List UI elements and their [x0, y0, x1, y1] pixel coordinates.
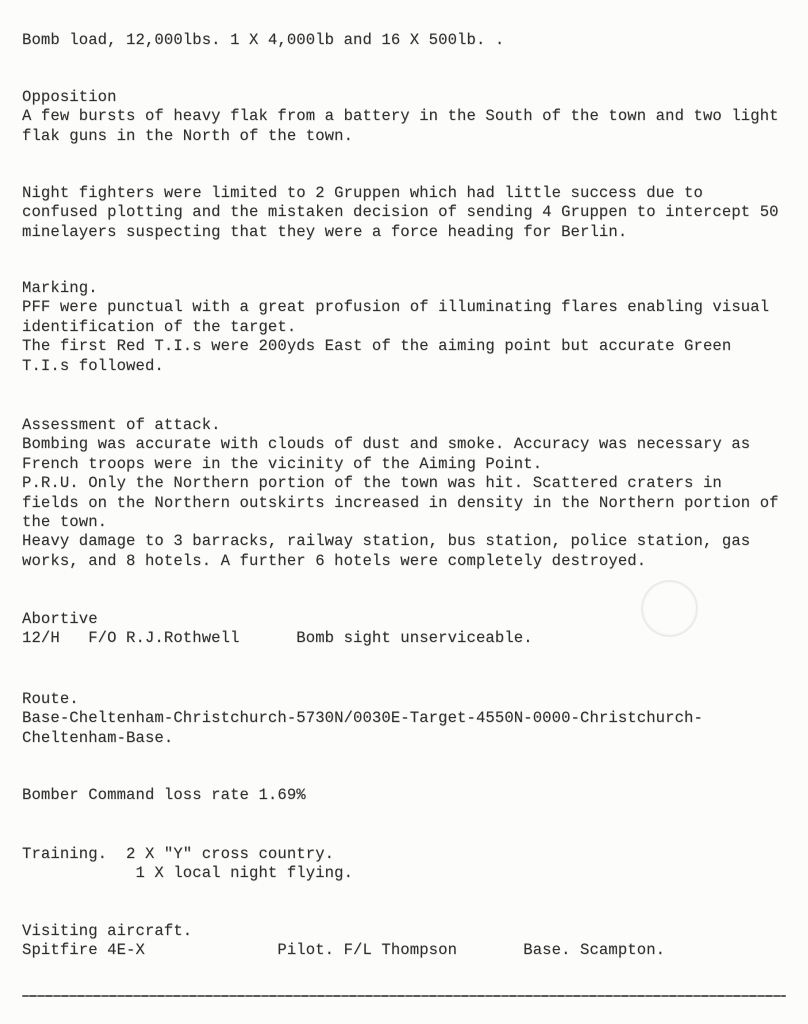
text-line: confused plotting and the mistaken decision of sending 4 Gruppen to intercept 50	[22, 203, 779, 222]
section-heading: Route.	[22, 690, 79, 708]
text-line: works, and 8 hotels. A further 6 hotels were completely destroyed.	[22, 551, 647, 570]
bottom-divider-line	[22, 995, 786, 997]
text-line: the town.	[22, 513, 108, 532]
section-assessment	[22, 416, 798, 571]
text-line: Bomb load, 12,000lbs. 1 X 4,000lb and 16 X 500lb. .	[22, 31, 505, 49]
text-line: minelayers suspecting that they were a force heading for Berlin.	[22, 222, 628, 241]
section-route	[22, 690, 798, 748]
section-bomb-load	[22, 31, 798, 50]
text-line: 12/H F/O R.J.Rothwell Bomb sight unserviceable.	[22, 629, 533, 648]
text-line: Training. 2 X "Y" cross country.	[22, 845, 335, 863]
section-heading: Opposition	[22, 88, 117, 106]
section-loss-rate	[22, 786, 798, 805]
section-opposition	[22, 88, 798, 146]
section-night-fighters	[22, 184, 798, 242]
text-line: Cheltenham-Base.	[22, 728, 174, 747]
text-line: PFF were punctual with a great profusion of illuminating flares enabling visual	[22, 298, 770, 317]
text-line: A few bursts of heavy flak from a battery in the South of the town and two light	[22, 107, 779, 126]
text-line: Base-Cheltenham-Christchurch-5730N/0030E-Target-4550N-0000-Christchurch-	[22, 709, 703, 728]
text-line: Bombing was accurate with clouds of dust and smoke. Accuracy was necessary as	[22, 435, 751, 454]
text-line: The first Red T.I.s were 200yds East of the aiming point but accurate Green	[22, 337, 732, 356]
text-line: fields on the Northern outskirts increased in density in the Northern portion of	[22, 493, 779, 512]
section-visiting-aircraft	[22, 922, 798, 961]
text-line: 1 X local night flying.	[22, 864, 354, 883]
section-heading: Abortive	[22, 610, 98, 628]
text-line: T.I.s followed.	[22, 356, 164, 375]
section-heading: Marking.	[22, 279, 98, 297]
paper-ring-mark	[641, 580, 698, 637]
text-line: Bomber Command loss rate 1.69%	[22, 786, 306, 804]
text-line: P.R.U. Only the Northern portion of the town was hit. Scattered craters in	[22, 474, 722, 493]
text-line: identification of the target.	[22, 317, 297, 336]
text-line: Heavy damage to 3 barracks, railway station, bus station, police station, gas	[22, 532, 751, 551]
text-line: flak guns in the North of the town.	[22, 126, 354, 145]
text-line: French troops were in the vicinity of the Aiming Point.	[22, 454, 543, 473]
section-heading: Assessment of attack.	[22, 416, 221, 434]
text-line: Spitfire 4E-X Pilot. F/L Thompson Base. Scampton.	[22, 941, 666, 960]
section-marking	[22, 279, 798, 376]
section-heading: Visiting aircraft.	[22, 922, 193, 940]
text-line: Night fighters were limited to 2 Gruppen which had little success due to	[22, 184, 703, 202]
section-training	[22, 845, 798, 884]
